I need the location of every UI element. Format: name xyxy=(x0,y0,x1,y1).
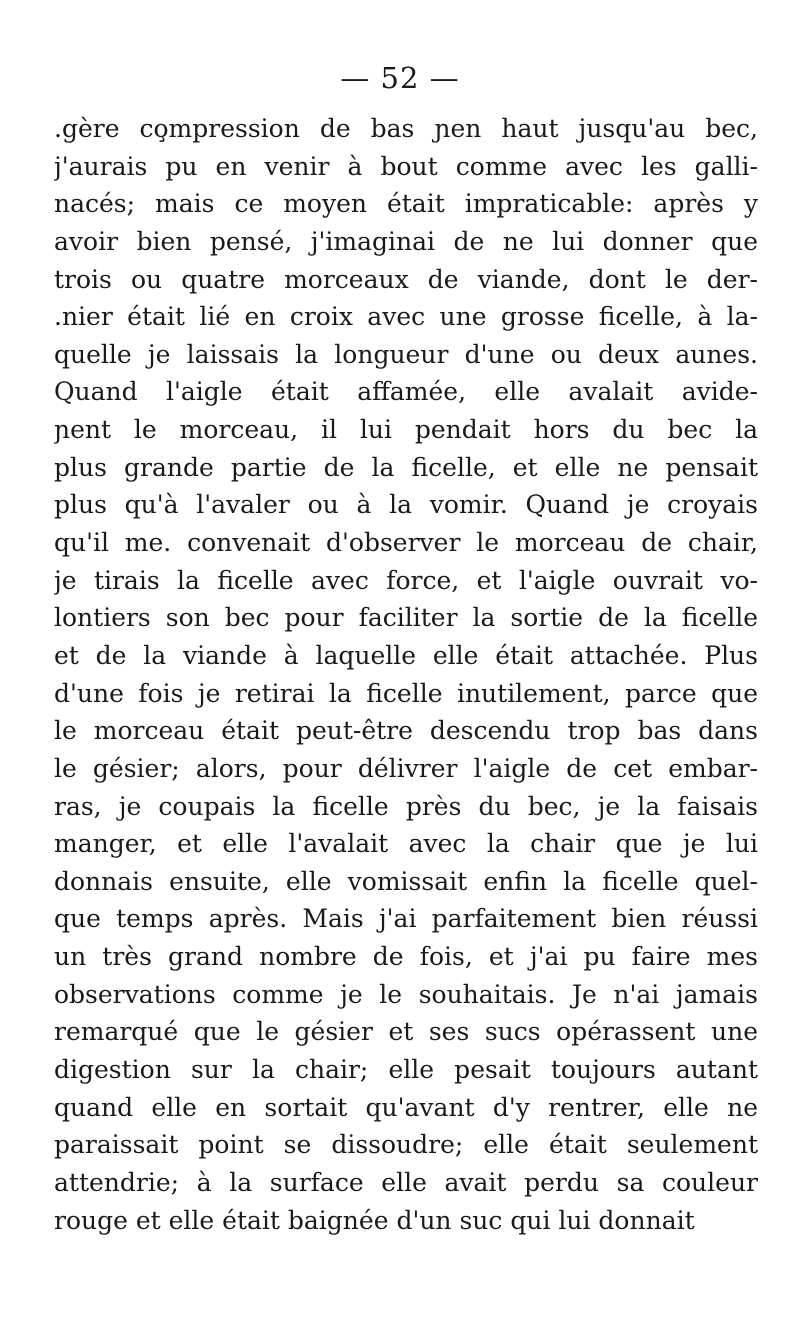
text-line: .nier était lié en croix avec une grosse ficelle, à la- xyxy=(54,302,758,332)
text-line: ras, je coupais la ficelle près du bec, je la faisais xyxy=(54,791,758,821)
text-line: remarqué que le gésier et ses sucs opérassent une xyxy=(54,1017,758,1047)
text-line: quand elle en sortait qu'avant d'y rentrer, elle ne xyxy=(54,1092,758,1122)
text-line: Quand l'aigle était affamée, elle avalait avide- xyxy=(54,377,758,407)
text-line: manger, et elle l'avalait avec la chair que je lui xyxy=(54,829,758,859)
text-line: j'aurais pu en venir à bout comme avec les galli- xyxy=(54,151,758,181)
text-line: quelle je laissais la longueur d'une ou deux aunes. xyxy=(54,339,758,369)
text-line: rouge et elle était baignée d'un suc qui lui donnait xyxy=(54,1205,695,1235)
text-line: ɲent le morceau, il lui pendait hors du bec la xyxy=(54,415,758,445)
text-line: nacés; mais ce moyen était impraticable: après y xyxy=(54,189,758,219)
text-line: paraissait point se dissoudre; elle était seulement xyxy=(54,1130,758,1160)
page-number: — 52 — xyxy=(340,61,460,95)
text-line: le morceau était peut-être descendu trop bas dans xyxy=(54,716,758,746)
text-line: attendrie; à la surface elle avait perdu sa couleur xyxy=(54,1167,758,1197)
text-line: plus grande partie de la ficelle, et elle ne pensait xyxy=(54,452,758,482)
text-line: que temps après. Mais j'ai parfaitement bien réussi xyxy=(54,904,758,934)
text-line: digestion sur la chair; elle pesait toujours autant xyxy=(54,1055,758,1085)
text-line: je tirais la ficelle avec force, et l'aigle ouvrait vo- xyxy=(54,565,758,595)
text-line: trois ou quatre morceaux de viande, dont le der- xyxy=(54,264,758,294)
text-line: .gère co̧mpression de bas ɲen haut jusqu'au bec, xyxy=(54,114,758,143)
text-line: donnais ensuite, elle vomissait enfin la ficelle quel- xyxy=(54,866,758,896)
body-text xyxy=(54,110,758,1239)
text-line: plus qu'à l'avaler ou à la vomir. Quand je croyais xyxy=(54,490,758,520)
text-line: qu'il me. convenait d'observer le morceau de chair, xyxy=(54,528,758,558)
text-line: le gésier; alors, pour délivrer l'aigle de cet embar- xyxy=(54,753,758,783)
text-line: et de la viande à laquelle elle était attachée. Plus xyxy=(54,640,758,670)
text-line: d'une fois je retirai la ficelle inutilement, parce que xyxy=(54,678,758,708)
text-line: observations comme je le souhaitais. Je n'ai jamais xyxy=(54,979,758,1009)
text-line: lontiers son bec pour faciliter la sortie de la ficelle xyxy=(54,603,758,633)
text-line: un très grand nombre de fois, et j'ai pu faire mes xyxy=(54,942,758,972)
text-line: avoir bien pensé, j'imaginai de ne lui donner que xyxy=(54,226,758,256)
